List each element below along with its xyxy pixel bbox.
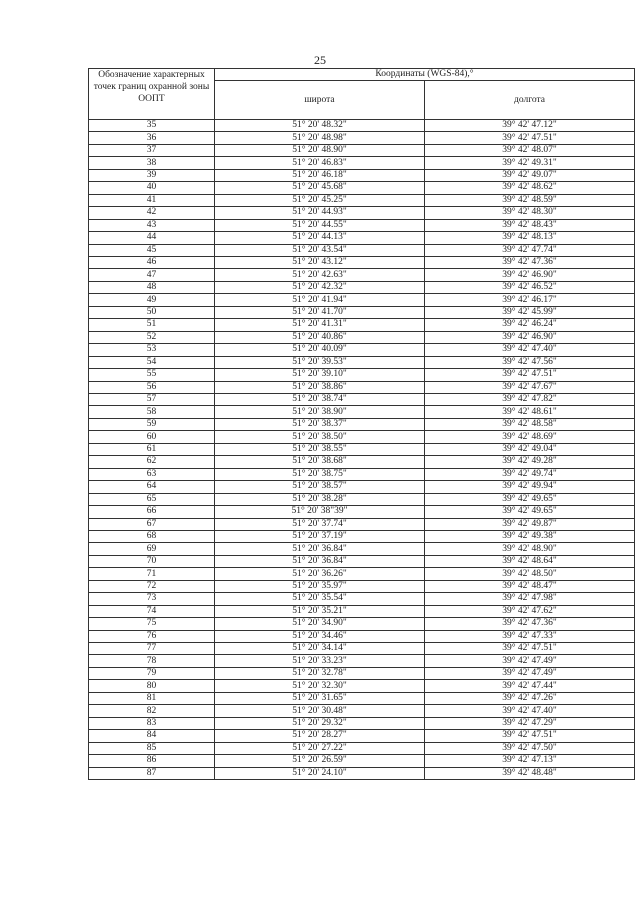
latitude-cell: 51° 20' 31.65"	[215, 692, 425, 704]
page-number: 25	[314, 53, 326, 67]
table-row	[89, 705, 635, 717]
table-row	[89, 555, 635, 567]
table-row	[89, 618, 635, 630]
latitude-cell: 51° 20' 37.74"	[215, 518, 425, 530]
point-number-cell: 65	[89, 493, 215, 505]
table-row	[89, 518, 635, 530]
point-number-cell: 75	[89, 618, 215, 630]
longitude-cell: 39° 42' 49.94"	[425, 481, 635, 493]
table-row	[89, 431, 635, 443]
table-row	[89, 256, 635, 268]
latitude-cell: 51° 20' 41.70"	[215, 306, 425, 318]
longitude-cell: 39° 42' 48.69"	[425, 431, 635, 443]
latitude-cell: 51° 20' 42.32"	[215, 281, 425, 293]
table-row	[89, 767, 635, 779]
latitude-cell: 51° 20' 48.90"	[215, 144, 425, 156]
table-row	[89, 643, 635, 655]
table-row	[89, 605, 635, 617]
latitude-cell: 51° 20' 36.26"	[215, 568, 425, 580]
longitude-cell: 39° 42' 46.90"	[425, 331, 635, 343]
latitude-cell: 51° 20' 34.14"	[215, 643, 425, 655]
latitude-cell: 51° 20' 43.12"	[215, 256, 425, 268]
longitude-cell: 39° 42' 48.59"	[425, 194, 635, 206]
table-row	[89, 269, 635, 281]
point-number-cell: 68	[89, 530, 215, 542]
longitude-cell: 39° 42' 45.99"	[425, 306, 635, 318]
point-number-cell: 74	[89, 605, 215, 617]
longitude-cell: 39° 42' 47.74"	[425, 244, 635, 256]
longitude-cell: 39° 42' 47.51"	[425, 369, 635, 381]
point-number-cell: 41	[89, 194, 215, 206]
table-row	[89, 194, 635, 206]
point-number-cell: 59	[89, 418, 215, 430]
point-number-cell: 60	[89, 431, 215, 443]
point-number-cell: 50	[89, 306, 215, 318]
latitude-cell: 51° 20' 36.84"	[215, 543, 425, 555]
latitude-cell: 51° 20' 28.27"	[215, 730, 425, 742]
longitude-cell: 39° 42' 47.29"	[425, 717, 635, 729]
table-row	[89, 630, 635, 642]
point-number-cell: 81	[89, 692, 215, 704]
table-row	[89, 232, 635, 244]
point-number-cell: 69	[89, 543, 215, 555]
table-row	[89, 331, 635, 343]
longitude-cell: 39° 42' 49.65"	[425, 506, 635, 518]
latitude-cell: 51° 20' 48.98"	[215, 132, 425, 144]
point-number-cell: 79	[89, 667, 215, 679]
longitude-cell: 39° 42' 48.58"	[425, 418, 635, 430]
table-row	[89, 406, 635, 418]
point-number-cell: 71	[89, 568, 215, 580]
longitude-cell: 39° 42' 48.50"	[425, 568, 635, 580]
latitude-cell: 51° 20' 38.28"	[215, 493, 425, 505]
latitude-cell: 51° 20' 45.68"	[215, 182, 425, 194]
point-number-cell: 67	[89, 518, 215, 530]
longitude-cell: 39° 42' 49.28"	[425, 456, 635, 468]
table-row	[89, 144, 635, 156]
longitude-cell: 39° 42' 47.49"	[425, 655, 635, 667]
longitude-cell: 39° 42' 47.62"	[425, 605, 635, 617]
longitude-cell: 39° 42' 46.17"	[425, 294, 635, 306]
table-row	[89, 182, 635, 194]
point-number-cell: 86	[89, 755, 215, 767]
latitude-cell: 51° 20' 45.25"	[215, 194, 425, 206]
coordinates-table	[88, 68, 635, 780]
longitude-cell: 39° 42' 49.65"	[425, 493, 635, 505]
table-row	[89, 667, 635, 679]
header-point-designation: Обозначение характерных точек границ охранной зоны ООПТ	[89, 69, 215, 120]
point-number-cell: 62	[89, 456, 215, 468]
longitude-cell: 39° 42' 48.07"	[425, 144, 635, 156]
table-row	[89, 281, 635, 293]
point-number-cell: 83	[89, 717, 215, 729]
longitude-cell: 39° 42' 49.31"	[425, 157, 635, 169]
longitude-cell: 39° 42' 47.98"	[425, 593, 635, 605]
longitude-cell: 39° 42' 48.30"	[425, 207, 635, 219]
point-number-cell: 54	[89, 356, 215, 368]
latitude-cell: 51° 20' 40.86"	[215, 331, 425, 343]
latitude-cell: 51° 20' 48.32"	[215, 120, 425, 132]
longitude-cell: 39° 42' 47.12"	[425, 120, 635, 132]
latitude-cell: 51° 20' 41.94"	[215, 294, 425, 306]
longitude-cell: 39° 42' 47.50"	[425, 742, 635, 754]
point-number-cell: 87	[89, 767, 215, 779]
point-number-cell: 56	[89, 381, 215, 393]
point-number-cell: 52	[89, 331, 215, 343]
point-number-cell: 44	[89, 232, 215, 244]
latitude-cell: 51° 20' 30.48"	[215, 705, 425, 717]
latitude-cell: 51° 20' 44.13"	[215, 232, 425, 244]
table-row	[89, 132, 635, 144]
point-number-cell: 64	[89, 481, 215, 493]
longitude-cell: 39° 42' 47.82"	[425, 393, 635, 405]
latitude-cell: 51° 20' 43.54"	[215, 244, 425, 256]
table-row	[89, 580, 635, 592]
latitude-cell: 51° 20' 33.23"	[215, 655, 425, 667]
table-row	[89, 157, 635, 169]
latitude-cell: 51° 20' 24.10"	[215, 767, 425, 779]
latitude-cell: 51° 20' 38.86"	[215, 381, 425, 393]
longitude-cell: 39° 42' 47.44"	[425, 680, 635, 692]
table-header	[89, 69, 635, 120]
longitude-cell: 39° 42' 47.36"	[425, 256, 635, 268]
point-number-cell: 57	[89, 393, 215, 405]
latitude-cell: 51° 20' 32.30"	[215, 680, 425, 692]
table-row	[89, 506, 635, 518]
latitude-cell: 51° 20' 42.63"	[215, 269, 425, 281]
longitude-cell: 39° 42' 47.40"	[425, 705, 635, 717]
table-row	[89, 692, 635, 704]
longitude-cell: 39° 42' 49.04"	[425, 443, 635, 455]
latitude-cell: 51° 20' 34.46"	[215, 630, 425, 642]
latitude-cell: 51° 20' 38.37"	[215, 418, 425, 430]
table-row	[89, 319, 635, 331]
table-row	[89, 244, 635, 256]
longitude-cell: 39° 42' 49.07"	[425, 169, 635, 181]
header-longitude: долгота	[425, 81, 635, 120]
table-row	[89, 717, 635, 729]
table-row	[89, 680, 635, 692]
point-number-cell: 37	[89, 144, 215, 156]
point-number-cell: 72	[89, 580, 215, 592]
longitude-cell: 39° 42' 47.40"	[425, 344, 635, 356]
table-row	[89, 344, 635, 356]
latitude-cell: 51° 20' 39.53"	[215, 356, 425, 368]
latitude-cell: 51° 20' 27.22"	[215, 742, 425, 754]
longitude-cell: 39° 42' 47.56"	[425, 356, 635, 368]
latitude-cell: 51° 20' 38"39"	[215, 506, 425, 518]
table-row	[89, 356, 635, 368]
longitude-cell: 39° 42' 46.52"	[425, 281, 635, 293]
table-row	[89, 120, 635, 132]
point-number-cell: 49	[89, 294, 215, 306]
table-row	[89, 493, 635, 505]
latitude-cell: 51° 20' 40.09"	[215, 344, 425, 356]
point-number-cell: 82	[89, 705, 215, 717]
point-number-cell: 78	[89, 655, 215, 667]
longitude-cell: 39° 42' 48.90"	[425, 543, 635, 555]
longitude-cell: 39° 42' 48.62"	[425, 182, 635, 194]
latitude-cell: 51° 20' 46.83"	[215, 157, 425, 169]
longitude-cell: 39° 42' 48.61"	[425, 406, 635, 418]
table-row	[89, 543, 635, 555]
table-row	[89, 568, 635, 580]
point-number-cell: 70	[89, 555, 215, 567]
longitude-cell: 39° 42' 47.49"	[425, 667, 635, 679]
longitude-cell: 39° 42' 47.36"	[425, 618, 635, 630]
latitude-cell: 51° 20' 37.19"	[215, 530, 425, 542]
latitude-cell: 51° 20' 39.10"	[215, 369, 425, 381]
table-row	[89, 468, 635, 480]
table-row	[89, 655, 635, 667]
latitude-cell: 51° 20' 41.31"	[215, 319, 425, 331]
table-row	[89, 369, 635, 381]
latitude-cell: 51° 20' 35.54"	[215, 593, 425, 605]
point-number-cell: 84	[89, 730, 215, 742]
point-number-cell: 42	[89, 207, 215, 219]
point-number-cell: 39	[89, 169, 215, 181]
table-row	[89, 169, 635, 181]
latitude-cell: 51° 20' 38.68"	[215, 456, 425, 468]
latitude-cell: 51° 20' 35.97"	[215, 580, 425, 592]
point-number-cell: 38	[89, 157, 215, 169]
longitude-cell: 39° 42' 48.48"	[425, 767, 635, 779]
point-number-cell: 85	[89, 742, 215, 754]
table-row	[89, 393, 635, 405]
latitude-cell: 51° 20' 38.74"	[215, 393, 425, 405]
longitude-cell: 39° 42' 48.47"	[425, 580, 635, 592]
longitude-cell: 39° 42' 49.38"	[425, 530, 635, 542]
latitude-cell: 51° 20' 26.59"	[215, 755, 425, 767]
table-row	[89, 294, 635, 306]
longitude-cell: 39° 42' 47.26"	[425, 692, 635, 704]
latitude-cell: 51° 20' 34.90"	[215, 618, 425, 630]
longitude-cell: 39° 42' 48.13"	[425, 232, 635, 244]
point-number-cell: 48	[89, 281, 215, 293]
table-row	[89, 443, 635, 455]
point-number-cell: 76	[89, 630, 215, 642]
latitude-cell: 51° 20' 44.93"	[215, 207, 425, 219]
point-number-cell: 61	[89, 443, 215, 455]
latitude-cell: 51° 20' 38.55"	[215, 443, 425, 455]
longitude-cell: 39° 42' 46.90"	[425, 269, 635, 281]
point-number-cell: 73	[89, 593, 215, 605]
longitude-cell: 39° 42' 47.51"	[425, 730, 635, 742]
point-number-cell: 47	[89, 269, 215, 281]
longitude-cell: 39° 42' 47.51"	[425, 132, 635, 144]
table-row	[89, 207, 635, 219]
table-row	[89, 755, 635, 767]
latitude-cell: 51° 20' 35.21"	[215, 605, 425, 617]
latitude-cell: 51° 20' 38.50"	[215, 431, 425, 443]
point-number-cell: 55	[89, 369, 215, 381]
point-number-cell: 40	[89, 182, 215, 194]
table-row	[89, 381, 635, 393]
longitude-cell: 39° 42' 47.13"	[425, 755, 635, 767]
table-row	[89, 481, 635, 493]
table-row	[89, 730, 635, 742]
longitude-cell: 39° 42' 46.24"	[425, 319, 635, 331]
header-coordinates: Координаты (WGS-84),°	[215, 69, 635, 81]
latitude-cell: 51° 20' 36.84"	[215, 555, 425, 567]
longitude-cell: 39° 42' 48.64"	[425, 555, 635, 567]
table-row	[89, 306, 635, 318]
point-number-cell: 45	[89, 244, 215, 256]
point-number-cell: 53	[89, 344, 215, 356]
latitude-cell: 51° 20' 38.57"	[215, 481, 425, 493]
point-number-cell: 63	[89, 468, 215, 480]
latitude-cell: 51° 20' 46.18"	[215, 169, 425, 181]
header-latitude: широта	[215, 81, 425, 120]
point-number-cell: 43	[89, 219, 215, 231]
longitude-cell: 39° 42' 48.43"	[425, 219, 635, 231]
longitude-cell: 39° 42' 47.51"	[425, 643, 635, 655]
point-number-cell: 80	[89, 680, 215, 692]
table-row	[89, 742, 635, 754]
longitude-cell: 39° 42' 49.74"	[425, 468, 635, 480]
longitude-cell: 39° 42' 47.33"	[425, 630, 635, 642]
longitude-cell: 39° 42' 47.67"	[425, 381, 635, 393]
point-number-cell: 58	[89, 406, 215, 418]
latitude-cell: 51° 20' 38.90"	[215, 406, 425, 418]
table-row	[89, 418, 635, 430]
point-number-cell: 77	[89, 643, 215, 655]
table-body	[89, 120, 635, 780]
table-row	[89, 456, 635, 468]
point-number-cell: 35	[89, 120, 215, 132]
point-number-cell: 66	[89, 506, 215, 518]
point-number-cell: 51	[89, 319, 215, 331]
point-number-cell: 46	[89, 256, 215, 268]
table-row	[89, 593, 635, 605]
table-row	[89, 219, 635, 231]
point-number-cell: 36	[89, 132, 215, 144]
latitude-cell: 51° 20' 44.55"	[215, 219, 425, 231]
latitude-cell: 51° 20' 32.78"	[215, 667, 425, 679]
latitude-cell: 51° 20' 38.75"	[215, 468, 425, 480]
longitude-cell: 39° 42' 49.87"	[425, 518, 635, 530]
table-row	[89, 530, 635, 542]
latitude-cell: 51° 20' 29.32"	[215, 717, 425, 729]
